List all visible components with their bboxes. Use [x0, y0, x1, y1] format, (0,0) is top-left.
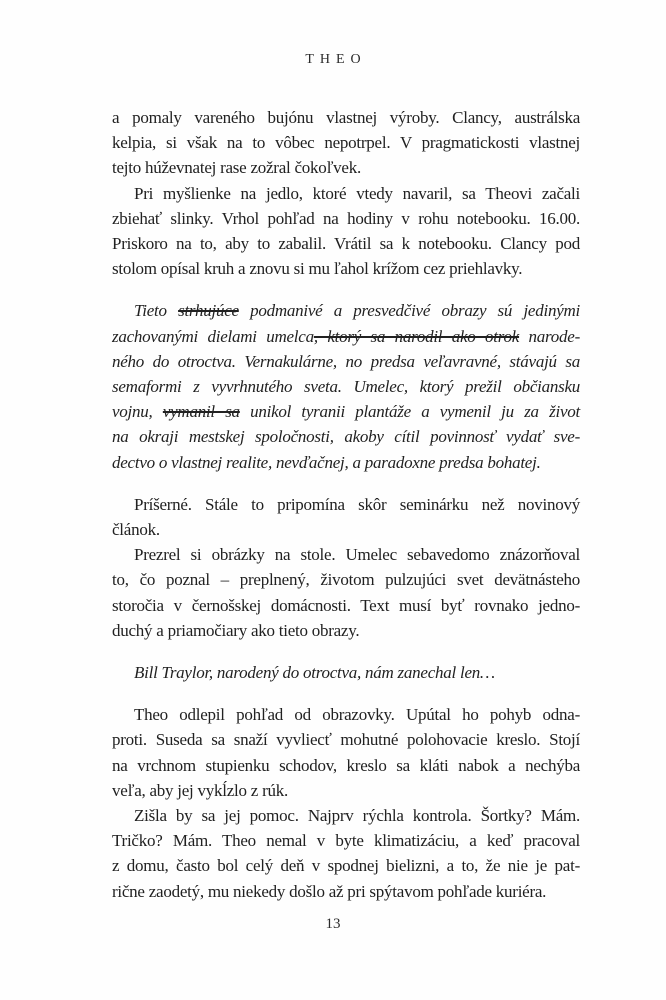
text-segment: vojnu, [112, 402, 163, 422]
text-segment: to, čo poznal – preplnený, životom pulzujúci svet devätnásteho [112, 570, 580, 590]
paragraph [112, 542, 580, 643]
text-segment: Tričko? Mám. Theo nemal v byte klimatizáciu, a keď pracoval [112, 831, 580, 851]
paragraph [112, 492, 580, 542]
text-segment: Zišla by sa jej pomoc. Najprv rýchla kontrola. Šortky? Mám. [134, 806, 580, 826]
text-segment: proti. Suseda sa snaží vyvliecť mohutné polohovacie kreslo. Stojí [112, 730, 580, 750]
text-segment: Bill Traylor, narodený do otroctva, nám zanechal len… [134, 663, 495, 683]
text-segment: na vrchnom stupienku schodov, kreslo sa kláti nabok a nechýba [112, 755, 580, 775]
text-line [112, 130, 580, 155]
text-line [112, 567, 580, 592]
text-segment: storočia v černošskej domácnosti. Text musí byť rovnako jedno- [112, 595, 580, 615]
text-line [112, 727, 580, 752]
text-segment: Príšerné. Stále to pripomína skôr seminárku než novinový [134, 494, 580, 514]
text-line [112, 828, 580, 853]
text-segment: Tieto [134, 301, 179, 321]
text-segment: zachovanými dielami umelca [112, 326, 314, 346]
paragraph [112, 803, 580, 904]
text-segment: semaformi z vyvrhnutého sveta. Umelec, ktorý prežil občiansku [112, 377, 580, 397]
text-line [112, 660, 580, 685]
strikethrough-text: , ktorý sa narodil ako otrok [313, 326, 520, 346]
strikethrough-text: strhujúce [178, 301, 239, 321]
text-segment: podmanivé a presvedčivé obrazy sú jedinými [238, 301, 580, 321]
paragraph [112, 660, 580, 685]
paragraph [112, 181, 580, 282]
text-segment: narode- [519, 326, 580, 346]
text-segment: stolom opísal kruh a znovu si mu ľahol krížom cez priehlavky. [112, 259, 523, 279]
text-segment: Prezrel si obrázky na stole. Umelec sebavedomo znázorňoval [134, 545, 580, 565]
text-segment: Priskoro na to, aby to zabalil. Vrátil sa k notebooku. Clancy pod [112, 234, 580, 254]
paragraph [112, 298, 580, 474]
text-line [112, 702, 580, 727]
text-segment: a pomaly vareného bujónu vlastnej výroby. Clancy, austrálska [112, 108, 580, 127]
text-line [112, 298, 580, 323]
text-line [112, 803, 580, 828]
paragraph [112, 105, 580, 181]
strikethrough-text: vymanil sa [162, 402, 240, 422]
text-segment: zbiehať slinky. Vrhol pohľad na hodiny v rohu notebooku. 16.00. [112, 208, 580, 228]
text-line [112, 879, 580, 904]
text-line [112, 492, 580, 517]
text-line [112, 399, 580, 424]
running-header: THEO [305, 52, 367, 67]
text-line [112, 424, 580, 449]
text-segment: Theo odlepil pohľad od obrazovky. Upútal ho pohyb odna- [134, 705, 580, 725]
page-number: 13 [325, 916, 341, 932]
text-segment: ného do otroctva. Vernakulárne, no predsa veľavravné, stávajú sa [112, 351, 580, 371]
text-segment: na okraji mestskej spoločnosti, akoby cítil povinnosť vydať sve- [112, 427, 580, 447]
text-line [112, 778, 580, 803]
text-segment: Pri myšlienke na jedlo, ktoré vtedy navaril, sa Theovi začali [134, 183, 580, 203]
text-segment: veľa, aby jej vykĺzlo z rúk. [112, 780, 288, 800]
text-segment: rične zaodetý, mu niekedy došlo až pri spýtavom pohľade kuriéra. [112, 881, 547, 901]
text-line [112, 105, 580, 130]
text-segment: dectvo o vlastnej realite, nevďačnej, a paradoxne predsa bohatej. [112, 452, 541, 472]
text-line [112, 853, 580, 878]
text-line [112, 349, 580, 374]
text-segment: článok. [112, 520, 160, 540]
text-line [112, 256, 580, 281]
text-line [112, 374, 580, 399]
text-line [112, 517, 580, 542]
text-line [112, 206, 580, 231]
text-block [112, 105, 580, 904]
text-segment: duchý a priamočiary ako tieto obrazy. [112, 620, 360, 640]
text-line [112, 450, 580, 475]
text-line [112, 618, 580, 643]
text-segment: z domu, často bol celý deň v spodnej bielizni, a to, že nie je pat- [112, 856, 580, 876]
text-line [112, 324, 580, 349]
text-line [112, 181, 580, 206]
text-segment: tejto húževnatej rase zožral čokoľvek. [112, 158, 361, 178]
paragraph [112, 702, 580, 803]
text-line [112, 155, 580, 180]
text-segment: kelpia, si však na to vôbec nepotrpel. V pragmatickosti vlastnej [112, 133, 580, 153]
text-line [112, 542, 580, 567]
text-line [112, 753, 580, 778]
text-segment: unikol tyranii plantáže a vymenil ju za život [239, 402, 580, 422]
text-line [112, 231, 580, 256]
text-line [112, 593, 580, 618]
